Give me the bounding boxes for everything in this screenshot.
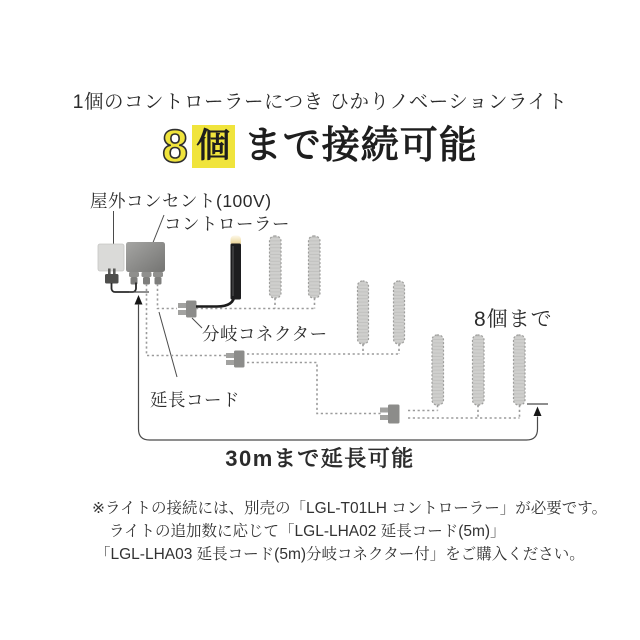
light-stick-6 (432, 335, 444, 405)
extension-cord-pointer-line (159, 312, 177, 377)
branch-connector-3 (380, 405, 400, 424)
right-up-arrow-icon (534, 407, 542, 417)
label-extension-cord: 延長コード (150, 390, 240, 410)
light-stick-8 (514, 335, 526, 405)
light-stick-3 (309, 236, 321, 298)
title-highlight-number: 8 (162, 120, 188, 172)
outdoor-outlet-box (98, 244, 124, 271)
light-stick-5 (394, 281, 405, 344)
footnote-line3: 「LGL-LHA03 延長コード(5m)分岐コネクター付」をご購入ください。 (95, 546, 585, 563)
cord-branch2-to-branch3 (247, 363, 381, 414)
footnote-line2: ライトの追加数に応じて「LGL-LHA02 延長コード(5m)」 (109, 523, 506, 540)
label-outdoor-outlet: 屋外コンセント(100V) (90, 191, 272, 211)
branch-connector-1 (178, 301, 197, 318)
light-stick-4 (358, 281, 369, 344)
light1-highlight (232, 246, 234, 296)
left-up-arrow-icon (135, 295, 143, 305)
title-line1: 1個のコントローラーにつき ひかりノベーションライト (72, 91, 568, 113)
branch-connector-pointer-line (192, 318, 202, 328)
light-stick-1 (231, 236, 242, 300)
cord-controller-to-branch1 (158, 284, 178, 309)
light1-cable (196, 294, 235, 307)
light-stick-2 (270, 236, 282, 298)
branch-connector-2 (226, 351, 245, 368)
label-controller: コントローラー (164, 214, 290, 234)
label-branch-connector: 分岐コネクター (202, 324, 328, 344)
title-line2-rest: まで接続可能 (243, 125, 478, 167)
label-max-length: 30mまで延長可能 (225, 446, 415, 471)
title-highlight-unit: 個 (192, 125, 235, 168)
controller-output-nubs (129, 272, 163, 285)
footnote-line1: ※ライトの接続には、別売の「LGL-T01LH コントローラー」が必要です。 (92, 500, 608, 517)
light-stick-7 (473, 335, 485, 405)
label-max-units: 8個まで (474, 308, 553, 331)
controller-box (126, 242, 165, 272)
